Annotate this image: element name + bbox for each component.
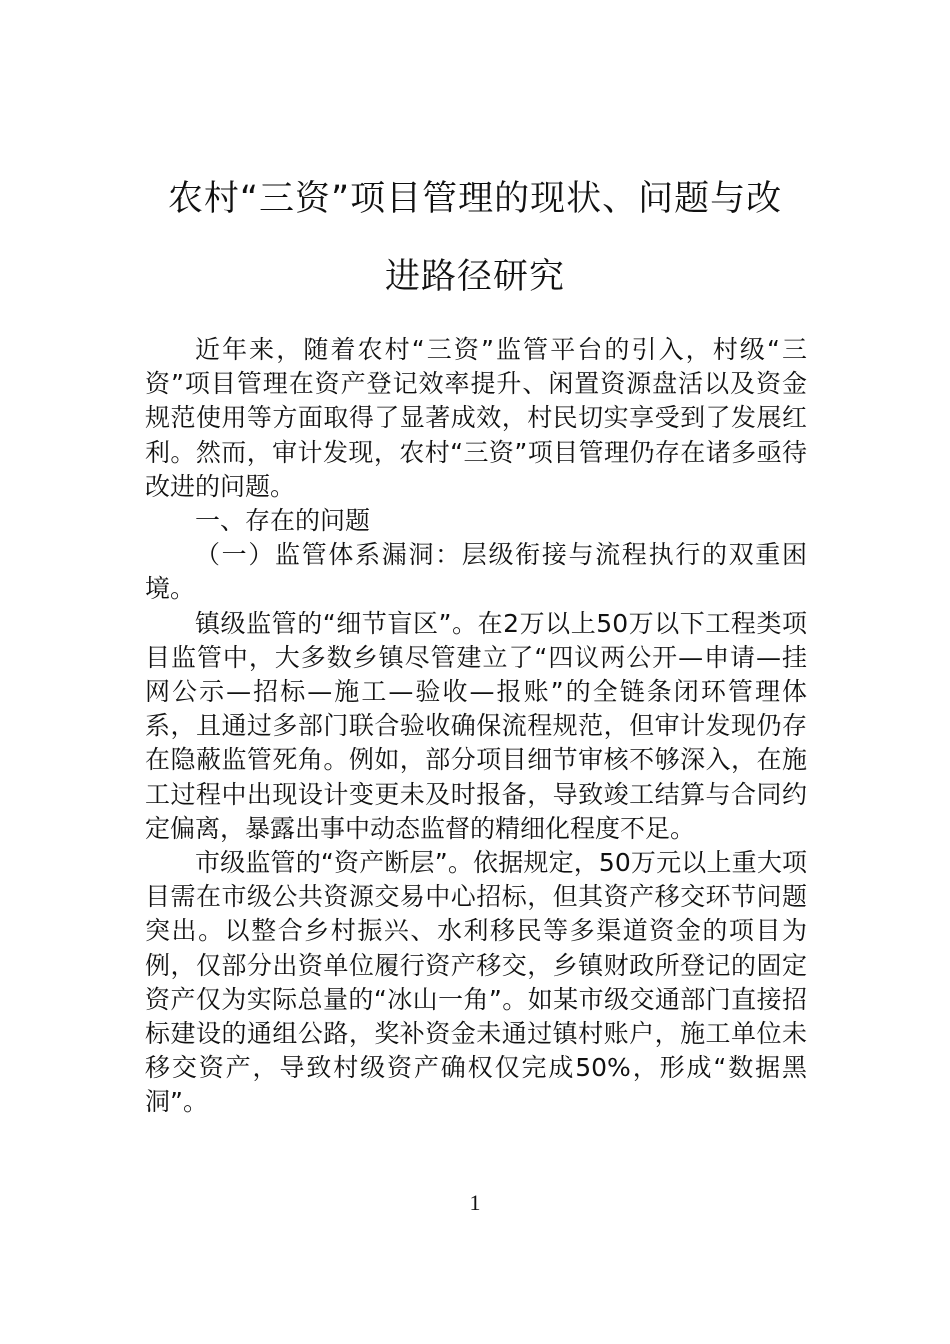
title-line-1: 农村“三资”项目管理的现状、问题与改 [167, 179, 783, 219]
document-body [145, 333, 807, 1120]
body-paragraph-city-supervision: 市级监管的“资产断层”。依据规定，50万元以上重大项目需在市级公共资源交易中心招标，但其资产移交环节问题突出。以整合乡村振兴、水利移民等多渠道资金的项目为例，仅部分出资单位履行资产移交，乡镇财政所登记的固定资产仅为实际总量的“冰山一角”。如某市级交通部门直接招标建设的通组公路，奖补资金未通过镇村账户，施工单位未移交资产，导致村级资产确权仅完成50%，形成“数据黑洞”。 [145, 848, 807, 1117]
title-line-2: 进路径研究 [384, 257, 565, 297]
subsection-heading: （一）监管体系漏洞：层级衔接与流程执行的双重困境。 [145, 540, 807, 604]
intro-paragraph: 近年来，随着农村“三资”监管平台的引入，村级“三资”项目管理在资产登记效率提升、闲置资源盘活以及资金规范使用等方面取得了显著成效，村民切实享受到了发展红利。然而，审计发现，农村“三资”项目管理仍存在诸多亟待改进的问题。 [145, 335, 807, 501]
body-paragraph-town-supervision: 镇级监管的“细节盲区”。在2万以上50万以下工程类项目监管中，大多数乡镇尽管建立了“四议两公开—申请—挂网公示—招标—施工—验收—报账”的全链条闭环管理体系，且通过多部门联合验收确保流程规范，但审计发现仍存在隐蔽监管死角。例如，部分项目细节审核不够深入，在施工过程中出现设计变更未及时报备，导致竣工结算与合同约定偏离，暴露出事中动态监督的精细化程度不足。 [145, 608, 807, 843]
page-number: 1 [469, 1190, 481, 1215]
document-title [145, 160, 805, 316]
section-heading: 一、存在的问题 [195, 506, 371, 536]
